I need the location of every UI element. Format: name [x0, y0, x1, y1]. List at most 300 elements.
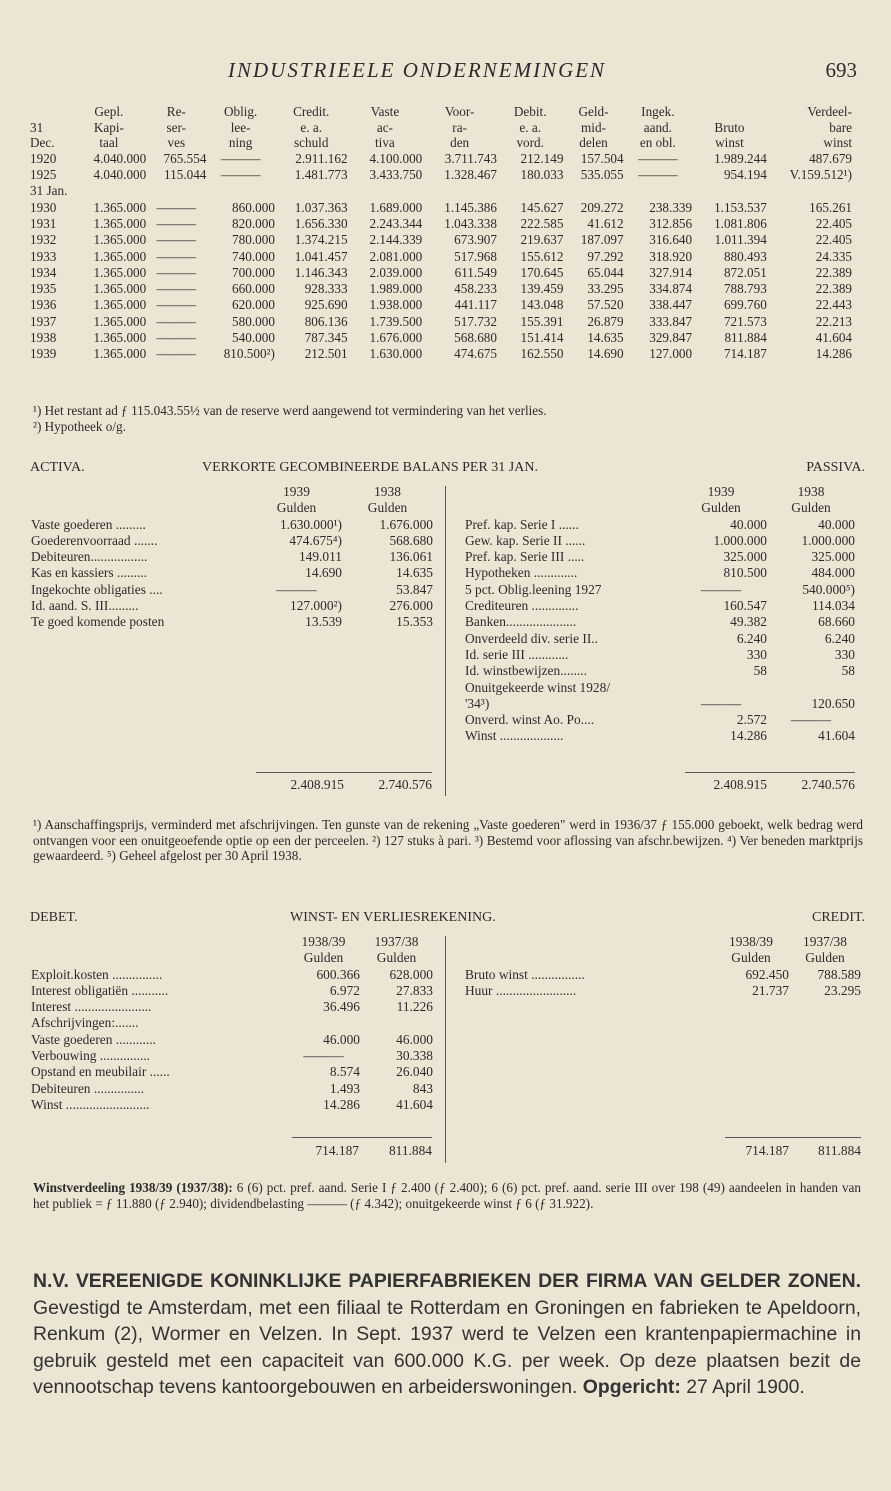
credit-total-1: 714.187 — [745, 1143, 789, 1158]
row-value: 860.000 — [232, 199, 275, 215]
passiva-heading: PASSIVA. — [806, 460, 865, 475]
passiva-value: 114.034 — [811, 598, 855, 614]
passiva-row — [465, 728, 855, 744]
row-value: 1.365.000 — [93, 281, 147, 297]
row-year: 1933 — [30, 248, 57, 264]
column-header-line: Kapi- — [93, 119, 124, 135]
passiva-header-row — [465, 500, 855, 516]
column-header-line: Verdeel- — [807, 104, 852, 119]
row-value: 487.679 — [809, 150, 852, 166]
column-header-line: den — [450, 135, 470, 151]
row-value: 157.504 — [580, 150, 624, 166]
row-value: 1.374.215 — [294, 232, 348, 248]
passiva-label: Hypotheken ............. — [465, 565, 578, 581]
row-value: 660.000 — [232, 281, 275, 297]
row-value: 2.081.000 — [369, 248, 423, 264]
winstverdeeling-paragraph — [33, 1180, 861, 1211]
row-value: 880.493 — [723, 248, 767, 264]
company-paragraph — [33, 1268, 861, 1401]
row-value: 1.043.338 — [444, 215, 497, 231]
debet-total-rule — [292, 1137, 432, 1138]
debet-header-row — [31, 950, 433, 966]
page-number: 693 — [825, 58, 857, 82]
statistics-row — [30, 249, 852, 265]
passiva-total-1939: 2.408.915 — [713, 777, 767, 792]
activa-value: 1.676.000 — [379, 516, 433, 532]
passiva-value: 160.547 — [723, 598, 767, 614]
column-header-line: schuld — [294, 135, 329, 151]
activa-value: 568.680 — [389, 532, 433, 548]
running-header — [0, 58, 891, 88]
activa-row — [31, 614, 433, 630]
activa-value: 136.061 — [389, 549, 433, 565]
statistics-row — [30, 314, 852, 330]
column-header-line: en obl. — [639, 135, 676, 151]
wv-title: WINST- EN VERLIESREKENING. — [290, 910, 496, 925]
row-year: 1936 — [30, 297, 57, 313]
row-value: ——— — [156, 346, 197, 362]
passiva-label: Id. winstbewijzen........ — [465, 663, 587, 679]
passiva-row — [465, 647, 855, 663]
column-header-line: winst — [715, 135, 744, 151]
row-value: 441.117 — [454, 297, 497, 313]
passiva-row — [465, 614, 855, 630]
row-value: 714.187 — [723, 346, 767, 362]
passiva-value: 58 — [753, 663, 767, 679]
row-value: 3.711.743 — [444, 150, 497, 166]
passiva-value: ——— — [790, 712, 832, 728]
debet-table — [31, 934, 433, 1113]
credit-row — [465, 983, 861, 999]
statistics-footnote-1: ¹) Het restant ad ƒ 115.043.55½ van de reserve werd aangewend tot vermindering van het verlies. — [33, 403, 547, 418]
debet-row — [31, 1048, 433, 1064]
activa-value: 474.675⁴) — [289, 532, 342, 548]
row-value: 4.040.000 — [93, 150, 147, 166]
credit-row — [465, 967, 861, 983]
row-value: ——— — [156, 330, 197, 346]
passiva-table — [465, 484, 855, 745]
row-value: 810.500²) — [223, 346, 275, 362]
activa-total-1938: 2.740.576 — [378, 777, 432, 792]
column-header-line: mid- — [581, 119, 606, 135]
row-year: 1937 — [30, 313, 57, 329]
row-value: 580.000 — [232, 313, 275, 329]
row-value: 338.447 — [649, 297, 693, 313]
row-value: 97.292 — [587, 248, 624, 264]
passiva-header-spacer — [465, 500, 675, 516]
activa-value: 15.353 — [396, 614, 433, 630]
row-value: 33.295 — [587, 281, 624, 297]
column-header-line: winst — [823, 135, 852, 151]
activa-label: Goederenvoorraad ....... — [31, 532, 158, 548]
passiva-label: Winst ................... — [465, 728, 564, 744]
passiva-header-spacer — [465, 484, 675, 500]
row-value: 2.911.162 — [295, 150, 348, 166]
row-value: 115.044 — [164, 167, 207, 183]
column-header-line — [692, 104, 767, 120]
column-header-line: tiva — [375, 135, 395, 151]
debet-value: 27.833 — [396, 982, 433, 998]
row-value: 1.689.000 — [369, 199, 423, 215]
row-value: 1.365.000 — [93, 199, 147, 215]
founded-label: Opgericht: — [582, 1376, 681, 1398]
row-year: 1934 — [30, 264, 57, 280]
activa-value: 127.000²) — [290, 598, 342, 614]
activa-header-cell: Gulden — [367, 500, 408, 516]
row-value: 820.000 — [232, 215, 275, 231]
passiva-value: 14.286 — [730, 728, 767, 744]
debet-row — [31, 1081, 433, 1097]
row-value: 928.333 — [304, 281, 348, 297]
passiva-label: 5 pct. Oblig.leening 1927 — [465, 581, 602, 597]
row-year: 1920 — [30, 150, 57, 166]
row-value: 22.389 — [815, 281, 852, 297]
debet-heading: DEBET. — [30, 910, 78, 925]
credit-value: 788.589 — [817, 966, 861, 982]
passiva-value: 330 — [746, 646, 767, 662]
statistics-row — [30, 265, 852, 281]
debet-value: 11.226 — [396, 999, 433, 1015]
statistics-row — [30, 297, 852, 313]
column-header-line: vord. — [516, 135, 544, 151]
passiva-total-1938: 2.740.576 — [801, 777, 855, 792]
row-year: 1930 — [30, 199, 57, 215]
passiva-label: Onverd. winst Ao. Po.... — [465, 712, 595, 728]
column-header-line: e. a. — [519, 119, 541, 135]
row-value: 155.391 — [520, 313, 564, 329]
passiva-value: 68.660 — [818, 614, 855, 630]
debet-header-row — [31, 934, 433, 950]
row-value: 1.989.244 — [714, 150, 767, 166]
statistics-column-header — [422, 104, 497, 151]
balans-title: VERKORTE GECOMBINEERDE BALANS PER 31 JAN. — [202, 460, 538, 475]
passiva-label: Pref. kap. Serie III ..... — [465, 549, 585, 565]
column-header-line: delen — [579, 135, 608, 151]
row-value: 26.879 — [587, 313, 624, 329]
column-header-line: bare — [829, 119, 852, 135]
debet-value: 6.972 — [329, 982, 360, 998]
company-text: Gevestigd te Amsterdam, met een filiaal te Rotterdam en Groningen en fabrieken te Apeldoorn, Renkum (2), Wormer en Velzen. In Sept. 1937 werd te Velzen een krantenpapiermachine in gebruik gesteld met een capaciteit van 600.000 K.G. per week. Op deze plaatsen bezit de vennootschap tevens kantoorgebouwen en arbeiderswoningen. — [33, 1296, 861, 1398]
row-value: 517.968 — [454, 248, 497, 264]
row-value: 22.389 — [815, 264, 852, 280]
debet-header-cell: 1937/38 — [374, 934, 419, 949]
credit-header-cell: 1937/38 — [803, 934, 847, 949]
passiva-value: 6.240 — [824, 630, 855, 646]
debet-value: 26.040 — [396, 1064, 433, 1080]
debet-row — [31, 999, 433, 1015]
row-value: 2.243.344 — [369, 215, 423, 231]
credit-header-row — [465, 950, 861, 966]
passiva-label: '34³) — [465, 695, 490, 711]
debet-value: 41.604 — [396, 1096, 433, 1112]
passiva-label: Gew. kap. Serie II ...... — [465, 532, 586, 548]
credit-total-rule — [725, 1137, 861, 1138]
debet-header-cell: Gulden — [376, 950, 417, 966]
row-value: ——— — [156, 232, 197, 248]
statistics-column-header — [692, 104, 767, 151]
statistics-column-header — [497, 104, 563, 151]
row-value: 925.690 — [304, 297, 348, 313]
row-value: 2.144.339 — [369, 232, 423, 248]
passiva-row — [465, 712, 855, 728]
passiva-value: 810.500 — [723, 565, 767, 581]
column-header-line: Oblig. — [223, 104, 258, 119]
winstverdeeling-text: 6 (6) pct. pref. aand. Serie I ƒ 2.400 (ƒ 2.400); 6 (6) pct. pref. aand. serie III over 198 (49) aandeelen in handen van het publiek = ƒ 11.880 (ƒ 2.940); dividendbelasting ——— (ƒ 4.342); onuitgekeerde winst ƒ 6 (ƒ 31.922). — [33, 1180, 861, 1211]
statistics-row — [30, 330, 852, 346]
row-value: 1.630.000 — [369, 346, 423, 362]
column-header-line: Voor- — [444, 104, 475, 119]
row-value: 212.149 — [520, 150, 564, 166]
wv-divider — [445, 936, 446, 1163]
credit-heading: CREDIT. — [811, 910, 865, 925]
passiva-row — [465, 533, 855, 549]
row-value: 700.000 — [232, 264, 275, 280]
row-value: 155.612 — [520, 248, 564, 264]
row-value: 1.365.000 — [93, 248, 147, 264]
row-value: 41.612 — [587, 215, 624, 231]
activa-heading: ACTIVA. — [30, 460, 85, 475]
passiva-row — [465, 565, 855, 581]
debet-row — [31, 1032, 433, 1048]
passiva-label: Banken..................... — [465, 614, 577, 630]
passiva-label: Id. serie III ............ — [465, 646, 569, 662]
winstverdeeling-label: Winstverdeeling 1938/39 (1937/38): — [33, 1180, 233, 1195]
debet-label: Exploit.kosten ............... — [31, 966, 163, 982]
row-value: 4.040.000 — [93, 167, 147, 183]
activa-row — [31, 533, 433, 549]
credit-header-cell: Gulden — [805, 950, 845, 966]
credit-table — [465, 934, 861, 999]
row-value: 219.637 — [520, 232, 564, 248]
row-value: 65.044 — [587, 264, 624, 280]
row-value: 127.000 — [649, 346, 693, 362]
credit-header-row — [465, 934, 861, 950]
row-value: 22.405 — [815, 232, 852, 248]
column-header-line: ra- — [452, 119, 467, 135]
row-value: 568.680 — [454, 330, 497, 346]
column-header-line — [30, 104, 72, 120]
debet-label: Interest ....................... — [31, 999, 152, 1015]
row-value: 1.365.000 — [93, 330, 147, 346]
passiva-value: 120.650 — [811, 695, 855, 711]
activa-label: Ingekochte obligaties .... — [31, 581, 163, 597]
credit-header-cell: 1938/39 — [729, 934, 773, 949]
row-value: 740.000 — [232, 248, 275, 264]
debet-label: Afschrijvingen:....... — [31, 1015, 139, 1031]
passiva-label: Crediteuren .............. — [465, 598, 579, 614]
row-value: 3.433.750 — [369, 167, 423, 183]
row-value: ——— — [638, 167, 678, 183]
activa-label: Vaste goederen ......... — [31, 516, 146, 532]
column-header-line: Credit. — [293, 104, 330, 119]
activa-label: Kas en kassiers ......... — [31, 565, 148, 581]
passiva-value: 1.000.000 — [801, 532, 855, 548]
debet-header-spacer — [31, 934, 287, 950]
activa-header-cell: 1939 — [283, 484, 310, 499]
row-value: 22.213 — [815, 313, 852, 329]
row-value: 1.365.000 — [93, 297, 147, 313]
statistics-row — [30, 346, 852, 362]
row-value: ——— — [156, 264, 197, 280]
row-value: ——— — [156, 199, 197, 215]
column-header-line: e. a. — [300, 119, 323, 135]
credit-value: 23.295 — [824, 982, 861, 998]
column-header-line: taal — [99, 135, 119, 151]
debet-value: 628.000 — [389, 966, 433, 982]
passiva-row — [465, 631, 855, 647]
credit-total-2: 811.884 — [817, 1143, 861, 1158]
passiva-row — [465, 517, 855, 533]
row-value: 57.520 — [587, 297, 624, 313]
founded-value: 27 April 1900. — [680, 1376, 805, 1398]
row-value: 145.627 — [520, 199, 564, 215]
passiva-header-cell: Gulden — [701, 500, 741, 516]
row-value: 1.365.000 — [93, 215, 147, 231]
activa-total-1939: 2.408.915 — [290, 777, 344, 792]
activa-header-row — [31, 500, 433, 516]
debet-label: Interest obligatiën ........... — [31, 982, 169, 998]
activa-row — [31, 549, 433, 565]
row-value: 787.345 — [304, 330, 348, 346]
row-value: 1.365.000 — [93, 313, 147, 329]
passiva-label: Onuitgekeerde winst 1928/ — [465, 679, 611, 695]
activa-total-rule — [256, 772, 432, 773]
activa-label: Te goed komende posten — [31, 614, 165, 630]
statistics-row — [30, 151, 852, 167]
row-value: 806.136 — [304, 313, 348, 329]
debet-value: 36.496 — [323, 999, 360, 1015]
column-header-line: Gepl. — [94, 104, 124, 119]
column-header-line: Ingek. — [641, 104, 675, 119]
statistics-body — [30, 151, 852, 363]
row-value: 327.914 — [649, 264, 693, 280]
statistics-table — [30, 104, 852, 363]
debet-row — [31, 1097, 433, 1113]
credit-label: Bruto winst ................ — [465, 966, 585, 982]
activa-row — [31, 565, 433, 581]
passiva-row — [465, 549, 855, 565]
row-value: 316.640 — [649, 232, 693, 248]
column-header-line: Vaste — [370, 104, 400, 119]
passiva-header-cell: Gulden — [791, 500, 831, 516]
row-value: 318.920 — [649, 248, 693, 264]
column-header-line: Geld- — [578, 104, 609, 119]
row-value: 212.501 — [304, 346, 348, 362]
row-value: 165.261 — [809, 199, 852, 215]
row-value: 699.760 — [723, 297, 767, 313]
row-value: ——— — [156, 281, 197, 297]
credit-header-cell: Gulden — [731, 950, 771, 966]
column-header-line: Debit. — [513, 104, 547, 119]
row-value: 238.339 — [649, 199, 693, 215]
row-value: 788.793 — [723, 281, 767, 297]
row-value: 780.000 — [232, 232, 275, 248]
passiva-row — [465, 696, 855, 712]
statistics-footnote-2: ²) Hypotheek o/g. — [33, 419, 126, 434]
passiva-row — [465, 582, 855, 598]
statistics-column-header — [563, 104, 623, 151]
balans-divider — [445, 486, 446, 796]
row-value: ——— — [156, 297, 197, 313]
passiva-row — [465, 598, 855, 614]
row-value: 1.365.000 — [93, 232, 147, 248]
debet-total-1: 714.187 — [315, 1143, 359, 1158]
debet-row — [31, 1015, 433, 1031]
row-value: 673.907 — [454, 232, 497, 248]
passiva-total-rule — [685, 772, 855, 773]
activa-label: Id. aand. S. III......... — [31, 598, 139, 614]
row-value: 872.051 — [723, 264, 767, 280]
column-header-line: Bruto — [714, 119, 745, 135]
row-value: 333.847 — [649, 313, 693, 329]
passiva-row — [465, 680, 855, 696]
activa-row — [31, 598, 433, 614]
activa-value: 1.630.000¹) — [279, 516, 342, 532]
row-value: 162.550 — [520, 346, 564, 362]
row-value: 1.365.000 — [93, 346, 147, 362]
row-value: 41.604 — [815, 330, 852, 346]
debet-value: 46.000 — [396, 1031, 433, 1047]
activa-header-cell: 1938 — [374, 484, 401, 499]
activa-value: ——— — [276, 581, 317, 597]
statistics-column-header — [30, 104, 72, 151]
row-value: 170.645 — [520, 264, 564, 280]
row-value: 143.048 — [520, 297, 564, 313]
debet-header-spacer — [31, 950, 287, 966]
row-value: ——— — [156, 313, 197, 329]
jan-label: 31 Jan. — [30, 183, 68, 199]
statistics-row — [30, 216, 852, 232]
statistics-column-header — [767, 104, 852, 151]
passiva-header-cell: 1939 — [707, 484, 735, 499]
row-value: 1.676.000 — [369, 330, 423, 346]
debet-label: Vaste goederen ............ — [31, 1031, 156, 1047]
row-value: 1.656.330 — [294, 215, 348, 231]
row-value: 1.153.537 — [714, 199, 767, 215]
row-year: 1935 — [30, 281, 57, 297]
statistics-header — [30, 104, 852, 151]
row-value: 620.000 — [232, 297, 275, 313]
row-value: 1.989.000 — [369, 281, 423, 297]
activa-value: 14.690 — [305, 565, 342, 581]
row-value: 611.549 — [454, 264, 497, 280]
row-value: 1.081.806 — [714, 215, 767, 231]
row-value: 222.585 — [520, 215, 564, 231]
row-year: 1925 — [30, 167, 57, 183]
passiva-value: 2.572 — [736, 712, 767, 728]
passiva-value: 49.382 — [730, 614, 767, 630]
debet-label: Debiteuren ............... — [31, 1080, 145, 1096]
debet-value — [360, 1015, 433, 1031]
row-value: 180.033 — [520, 167, 564, 183]
credit-value: 21.737 — [752, 982, 789, 998]
row-value: 14.690 — [587, 346, 624, 362]
passiva-value: 330 — [834, 646, 855, 662]
column-header-line: ning — [228, 135, 253, 151]
activa-value: 276.000 — [389, 598, 433, 614]
passiva-value: 40.000 — [730, 516, 767, 532]
column-header-line: Re- — [166, 104, 186, 119]
row-year: 1939 — [30, 346, 57, 362]
debet-header-cell: 1938/39 — [301, 934, 346, 949]
row-value: 187.097 — [580, 232, 624, 248]
row-value: 1.938.000 — [369, 297, 423, 313]
column-header-line: aand. — [643, 119, 672, 135]
row-value: 517.732 — [454, 313, 497, 329]
debet-value: 8.574 — [329, 1064, 360, 1080]
passiva-value: 1.000.000 — [713, 532, 767, 548]
debet-value: 843 — [412, 1080, 433, 1096]
